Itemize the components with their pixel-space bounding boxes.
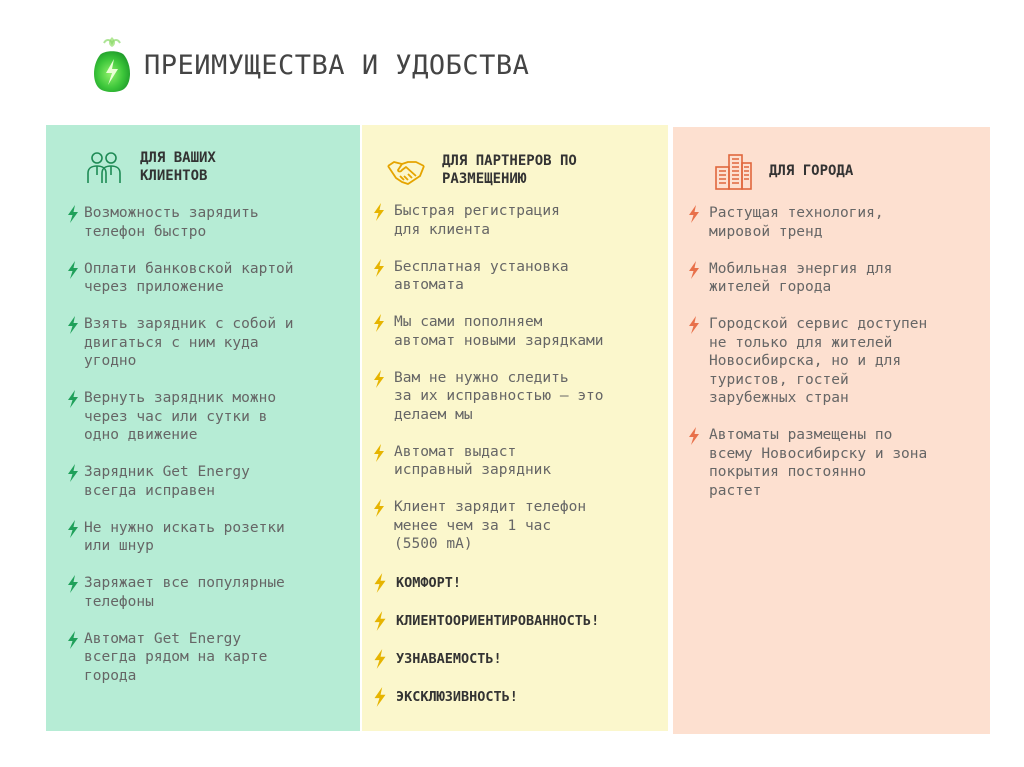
highlight-item — [372, 572, 656, 594]
highlight-item — [372, 610, 656, 632]
page-header — [86, 30, 529, 100]
lightning-bolt-icon — [66, 519, 80, 539]
highlight-item — [372, 686, 656, 708]
benefit-item — [687, 315, 979, 408]
benefit-item — [687, 426, 979, 500]
benefit-item — [372, 498, 656, 554]
benefit-text: Городской сервис доступен не только для жителей Новосибирска, но и для туристов, гостей зарубежных стран — [709, 316, 928, 406]
city-column-header — [713, 151, 959, 191]
clients-column — [46, 125, 360, 731]
benefit-text: Мы сами пополняем автомат новыми зарядками — [394, 314, 604, 349]
green-battery-logo-icon — [86, 33, 138, 97]
lightning-bolt-icon — [372, 258, 386, 278]
lightning-bolt-icon — [372, 202, 386, 222]
lightning-bolt-icon — [687, 204, 701, 224]
benefit-text: Вам не нужно следить за их исправностью – это делаем мы — [394, 369, 604, 423]
benefit-item — [66, 260, 344, 297]
clients-column-header — [84, 147, 330, 187]
benefit-item — [372, 369, 656, 425]
benefit-text: Не нужно искать розетки или шнур — [84, 519, 285, 554]
highlight-text: ЭКСКЛЮЗИВНОСТЬ! — [396, 688, 518, 705]
handshake-icon — [386, 150, 426, 190]
benefit-text: Оплати банковской картой через приложение — [84, 260, 294, 295]
partners-benefit-list — [372, 202, 656, 724]
lightning-bolt-icon — [372, 313, 386, 333]
partners-column — [362, 125, 668, 731]
benefit-item — [66, 315, 344, 371]
benefit-item — [66, 630, 344, 686]
lightning-bolt-icon — [66, 574, 80, 594]
benefit-item — [687, 260, 979, 297]
lightning-bolt-icon — [66, 204, 80, 224]
lightning-bolt-icon — [687, 426, 701, 446]
benefit-item — [66, 389, 344, 445]
benefit-item — [66, 519, 344, 556]
lightning-bolt-icon — [372, 498, 386, 518]
benefit-text: Автомат Get Energy всегда рядом на карте города — [84, 630, 268, 684]
highlight-text: УЗНАВАЕМОСТЬ! — [396, 650, 502, 667]
lightning-bolt-icon — [372, 443, 386, 463]
city-benefit-list — [687, 204, 979, 519]
lightning-bolt-icon — [66, 463, 80, 483]
benefit-text: Растущая технология, мировой тренд — [709, 205, 884, 240]
benefit-text: Быстрая регистрация для клиента — [394, 203, 560, 238]
benefit-item — [687, 204, 979, 241]
people-icon — [84, 147, 124, 187]
benefit-item — [66, 574, 344, 611]
benefit-text: Заряжает все популярные телефоны — [84, 575, 285, 610]
lightning-bolt-icon — [66, 260, 80, 280]
city-column-title: ДЛЯ ГОРОДА — [769, 163, 854, 179]
benefit-item — [372, 313, 656, 350]
benefit-text: Автомат выдаст исправный зарядник — [394, 443, 552, 478]
benefit-item — [372, 443, 656, 480]
benefit-text: Вернуть зарядник можно через час или сутки в одно движение — [84, 390, 277, 443]
lightning-bolt-icon — [66, 630, 80, 650]
benefit-item — [66, 463, 344, 500]
lightning-bolt-icon — [687, 315, 701, 335]
benefit-text: Зарядник Get Energy всегда исправен — [84, 464, 250, 499]
lightning-bolt-icon — [66, 389, 80, 409]
clients-benefit-list — [66, 204, 344, 704]
lightning-bolt-icon — [372, 686, 388, 708]
lightning-bolt-icon — [66, 315, 80, 335]
benefit-text: Клиент зарядит телефон менее чем за 1 час (5500 mA) — [394, 499, 587, 552]
benefit-item — [66, 204, 344, 241]
lightning-bolt-icon — [372, 572, 388, 594]
city-buildings-icon — [713, 151, 753, 191]
benefit-item — [372, 258, 656, 295]
partners-column-title: ДЛЯ ПАРТНЕРОВ ПО РАЗМЕЩЕНИЮ — [442, 153, 577, 187]
highlight-item — [372, 648, 656, 670]
highlight-text: КОМФОРТ! — [396, 574, 462, 591]
benefit-text: Мобильная энергия для жителей города — [709, 260, 893, 295]
lightning-bolt-icon — [372, 610, 388, 632]
page-title: ПРЕИМУЩЕСТВА И УДОБСТВА — [144, 49, 530, 81]
city-column — [673, 127, 990, 734]
benefit-text: Возможность зарядить телефон быстро — [84, 205, 259, 240]
benefit-text: Взять зарядник с собой и двигаться с ним куда угодно — [84, 316, 294, 369]
benefit-text: Автоматы размещены по всему Новосибирску и зона покрытия постоянно растет — [709, 427, 928, 499]
lightning-bolt-icon — [687, 260, 701, 280]
lightning-bolt-icon — [372, 648, 388, 670]
highlight-text: КЛИЕНТООРИЕНТИРОВАННОСТЬ! — [396, 612, 600, 629]
partners-column-header — [386, 150, 642, 190]
clients-column-title: ДЛЯ ВАШИХ КЛИЕНТОВ — [140, 150, 216, 184]
benefit-text: Бесплатная установка автомата — [394, 258, 569, 293]
lightning-bolt-icon — [372, 369, 386, 389]
benefit-item — [372, 202, 656, 239]
